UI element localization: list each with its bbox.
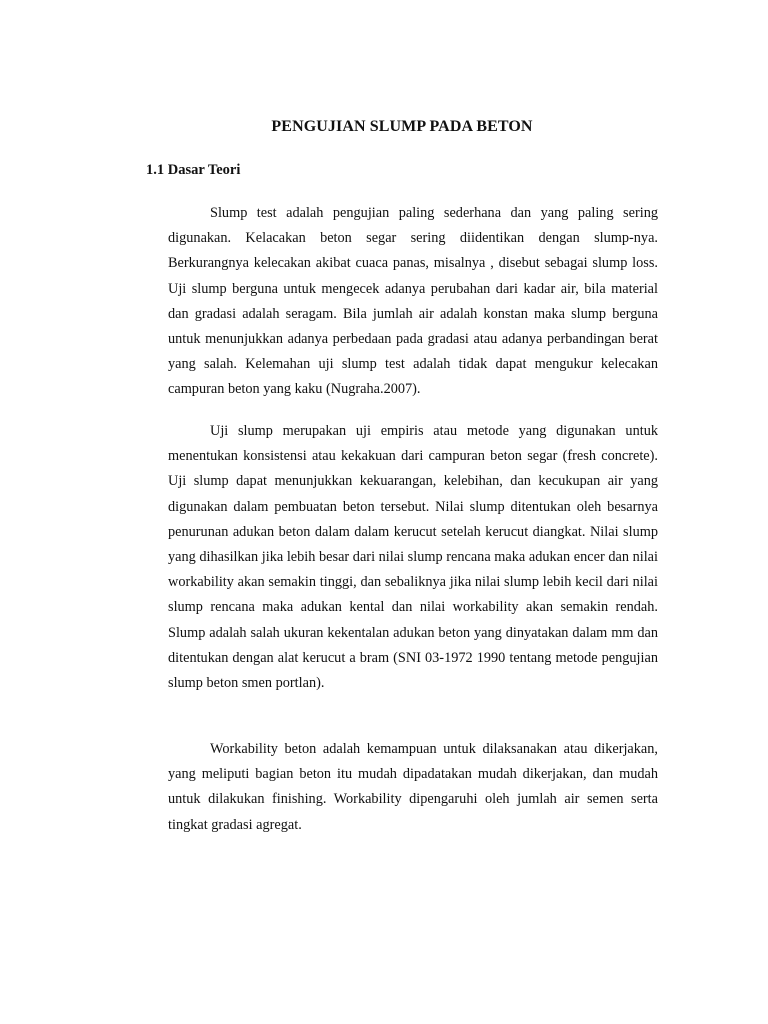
paragraph-3: Workability beton adalah kemampuan untuk dilaksanakan atau dikerjakan, yang meliputi bagian beton itu mudah dipadatakan mudah dikerjakan, dan mudah untuk dilakukan finishing. Workability dipengaruhi oleh jumlah air semen serta tingkat gradasi agregat. — [168, 741, 658, 833]
paragraph-1: Slump test adalah pengujian paling sederhana dan yang paling sering digunakan. Kelacakan beton segar sering diidentikan dengan slump-nya. Berkurangnya kelecakan akibat cuaca panas, misalnya , disebut sebagai slump loss. Uji slump berguna untuk mengecek adanya perubahan dari kadar air, bila material dan gradasi adalah seragam. Bila jumlah air adalah konstan maka slump berguna untuk menunjukkan adanya perbedaan pada gradasi atau adanya perbandingan berat yang salah. Kelemahan uji slump test adalah tidak dapat mengukur kelecakan campuran beton yang kaku (Nugraha.2007). — [168, 205, 658, 398]
section-heading: 1.1 Dasar Teori — [146, 162, 241, 178]
paragraph-2: Uji slump merupakan uji empiris atau metode yang digunakan untuk menentukan konsistensi atau kekakuan dari campuran beton segar (fresh concrete). Uji slump dapat menunjukkan kekuarangan, kelebihan, dan kecukupan air yang digunakan dalam pembuatan beton tersebut. Nilai slump ditentukan oleh besarnya penurunan adukan beton dalam dalam kerucut setelah kerucut diangkat. Nilai slump yang dihasilkan jika lebih besar dari nilai slump rencana maka adukan encer dan nilai workability akan semakin tinggi, dan sebaliknya jika nilai slump lebih kecil dari nilai slump rencana maka adukan kental dan nilai workability akan semakin rendah. Slump adalah salah ukuran kekentalan adukan beton yang dinyatakan dalam mm dan ditentukan dengan alat kerucut a bram (SNI 03-1972 1990 tentang metode pengujian slump beton smen portlan). — [168, 423, 658, 692]
document-title: PENGUJIAN SLUMP PADA BETON — [271, 118, 533, 135]
